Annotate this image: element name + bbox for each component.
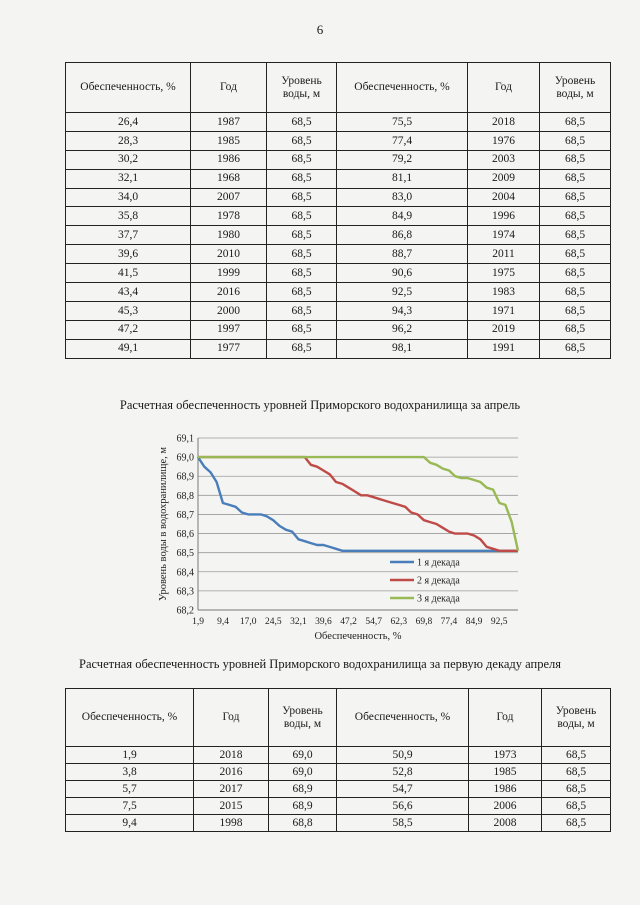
table-cell: 3,8 (66, 764, 194, 781)
x-axis-label: Обеспеченность, % (314, 631, 402, 642)
table-cell: 86,8 (337, 226, 468, 245)
table-cell: 1976 (468, 131, 540, 150)
supply-level-chart (150, 428, 530, 650)
column-header: Год (194, 689, 269, 747)
x-tick-label: 39,6 (315, 617, 332, 627)
x-tick-label: 54,7 (365, 617, 382, 627)
table-cell: 68,5 (542, 798, 611, 815)
legend-label: 3 я декада (417, 593, 460, 605)
table-cell: 35,8 (66, 207, 191, 226)
table-cell: 45,3 (66, 301, 191, 320)
column-header: Год (191, 63, 267, 113)
table-cell: 1973 (469, 747, 542, 764)
y-tick-label: 68,7 (176, 509, 194, 521)
table-cell: 79,2 (337, 150, 468, 169)
table-cell: 68,8 (269, 815, 337, 832)
table-cell: 68,5 (267, 320, 337, 339)
y-tick-label: 68,8 (176, 490, 194, 502)
table-cell: 68,5 (540, 188, 611, 207)
table-cell: 68,5 (267, 301, 337, 320)
y-tick-label: 68,5 (176, 548, 194, 560)
chart-title: Расчетная обеспеченность уровней Приморского водохранилища за апрель (119, 398, 521, 412)
table-cell: 68,5 (542, 747, 611, 764)
table-cell: 41,5 (66, 264, 191, 283)
table-cell: 37,7 (66, 226, 191, 245)
table-cell: 68,5 (540, 207, 611, 226)
table-cell: 75,5 (337, 113, 468, 132)
table-row (66, 188, 611, 207)
table-row (66, 301, 611, 320)
legend-label: 1 я декада (417, 557, 460, 569)
table-cell: 1975 (468, 264, 540, 283)
table-cell: 68,5 (267, 339, 337, 358)
x-tick-label: 47,2 (340, 617, 357, 627)
table-cell: 68,5 (542, 764, 611, 781)
series-line-1 (198, 457, 518, 551)
table-cell: 1971 (468, 301, 540, 320)
table-cell: 68,5 (540, 150, 611, 169)
table-cell: 81,1 (337, 169, 468, 188)
table-cell: 68,9 (269, 798, 337, 815)
table-cell: 39,6 (66, 245, 191, 264)
column-header: Уровень воды, м (540, 63, 611, 113)
x-tick-label: 69,8 (415, 617, 433, 627)
table-cell: 68,5 (267, 131, 337, 150)
table-cell: 77,4 (337, 131, 468, 150)
table-row (66, 320, 611, 339)
y-tick-label: 68,4 (176, 567, 194, 579)
table-cell: 7,5 (66, 798, 194, 815)
table-cell: 2018 (468, 113, 540, 132)
table-cell: 58,5 (337, 815, 469, 832)
column-header: Уровень воды, м (269, 689, 337, 747)
table-cell: 96,2 (337, 320, 468, 339)
table-header-row (66, 689, 611, 747)
table-cell: 2004 (468, 188, 540, 207)
table-cell: 84,9 (337, 207, 468, 226)
table-cell: 69,0 (269, 764, 337, 781)
column-header: Год (469, 689, 542, 747)
table-cell: 68,5 (540, 301, 611, 320)
table-row (66, 264, 611, 283)
table-cell: 68,5 (540, 283, 611, 302)
table-cell: 1977 (191, 339, 267, 358)
table-cell: 68,5 (267, 226, 337, 245)
table-cell: 1998 (194, 815, 269, 832)
table-row (66, 245, 611, 264)
table-cell: 2016 (191, 283, 267, 302)
table-cell: 68,5 (540, 264, 611, 283)
y-axis-label: Уровень воды в водохранилище, м (158, 446, 169, 602)
table-cell: 68,5 (542, 815, 611, 832)
legend-label: 2 я декада (417, 575, 460, 587)
table-cell: 2017 (194, 781, 269, 798)
table-cell: 2010 (191, 245, 267, 264)
table-cell: 68,9 (269, 781, 337, 798)
table-cell: 68,5 (267, 169, 337, 188)
table-row (66, 283, 611, 302)
table-cell: 90,6 (337, 264, 468, 283)
table-cell: 2008 (469, 815, 542, 832)
x-tick-label: 1,9 (192, 617, 204, 627)
table-cell: 68,5 (267, 188, 337, 207)
table-cell: 69,0 (269, 747, 337, 764)
table-cell: 1974 (468, 226, 540, 245)
table-row (66, 150, 611, 169)
y-tick-label: 68,2 (176, 605, 194, 617)
table-cell: 1999 (191, 264, 267, 283)
x-tick-label: 62,3 (390, 617, 408, 627)
table-cell: 92,5 (337, 283, 468, 302)
table-cell: 26,4 (66, 113, 191, 132)
table-cell: 1987 (191, 113, 267, 132)
table-cell: 1978 (191, 207, 267, 226)
column-header: Обеспеченность, % (337, 689, 469, 747)
table-cell: 2011 (468, 245, 540, 264)
table-cell: 28,3 (66, 131, 191, 150)
table-cell: 50,9 (337, 747, 469, 764)
table-cell: 43,4 (66, 283, 191, 302)
x-tick-label: 17,0 (239, 617, 257, 627)
table-cell: 34,0 (66, 188, 191, 207)
table-cell: 1991 (468, 339, 540, 358)
table-cell: 2018 (194, 747, 269, 764)
table-cell: 1986 (191, 150, 267, 169)
table-row (66, 207, 611, 226)
table-cell: 88,7 (337, 245, 468, 264)
table-cell: 2007 (191, 188, 267, 207)
table-cell: 5,7 (66, 781, 194, 798)
table-cell: 2019 (468, 320, 540, 339)
table-row (66, 798, 611, 815)
table-cell: 1997 (191, 320, 267, 339)
table-cell: 68,5 (540, 226, 611, 245)
table-cell: 2003 (468, 150, 540, 169)
table-row (66, 781, 611, 798)
x-tick-label: 84,9 (465, 617, 483, 627)
series-line-2 (198, 457, 518, 551)
table-cell: 68,5 (267, 113, 337, 132)
x-tick-label: 24,5 (264, 617, 282, 627)
table-cell: 68,5 (542, 781, 611, 798)
table-cell: 68,5 (267, 207, 337, 226)
y-tick-label: 68,3 (176, 586, 194, 598)
table-row (66, 339, 611, 358)
table-row (66, 226, 611, 245)
table-cell: 1985 (469, 764, 542, 781)
table-cell: 68,5 (267, 264, 337, 283)
supply-table-top (65, 62, 611, 359)
table-cell: 30,2 (66, 150, 191, 169)
column-header: Обеспеченность, % (66, 63, 191, 113)
column-header: Обеспеченность, % (66, 689, 194, 747)
table-row (66, 747, 611, 764)
table-cell: 32,1 (66, 169, 191, 188)
table-cell: 1,9 (66, 747, 194, 764)
x-tick-label: 77,4 (440, 617, 458, 627)
y-tick-label: 68,9 (176, 471, 194, 483)
table-cell: 68,5 (540, 320, 611, 339)
table-cell: 68,5 (540, 113, 611, 132)
table-cell: 47,2 (66, 320, 191, 339)
y-tick-label: 69,1 (176, 433, 194, 445)
table-cell: 1980 (191, 226, 267, 245)
x-tick-label: 9,4 (217, 617, 230, 627)
table-cell: 2009 (468, 169, 540, 188)
x-tick-label: 92,5 (490, 617, 508, 627)
column-header: Уровень воды, м (542, 689, 611, 747)
table-cell: 1985 (191, 131, 267, 150)
table-cell: 68,5 (267, 150, 337, 169)
table-cell: 52,8 (337, 764, 469, 781)
table-cell: 1996 (468, 207, 540, 226)
table-cell: 9,4 (66, 815, 194, 832)
series-line-3 (198, 457, 518, 551)
table-cell: 68,5 (540, 339, 611, 358)
table-row (66, 169, 611, 188)
table-cell: 94,3 (337, 301, 468, 320)
table-cell: 1986 (469, 781, 542, 798)
x-tick-label: 32,1 (290, 617, 307, 627)
table-cell: 2000 (191, 301, 267, 320)
table-cell: 68,5 (540, 169, 611, 188)
table-cell: 2015 (194, 798, 269, 815)
table-cell: 54,7 (337, 781, 469, 798)
table-bottom-title: Расчетная обеспеченность уровней Приморского водохранилища за первую декаду апреля (79, 657, 561, 671)
table-cell: 98,1 (337, 339, 468, 358)
table-cell: 68,5 (267, 283, 337, 302)
table-cell: 1968 (191, 169, 267, 188)
table-row (66, 131, 611, 150)
supply-table-bottom (65, 688, 611, 832)
table-cell: 68,5 (540, 131, 611, 150)
column-header: Уровень воды, м (267, 63, 337, 113)
table-row (66, 815, 611, 832)
y-tick-label: 69,0 (176, 452, 194, 464)
column-header: Обеспеченность, % (337, 63, 468, 113)
table-cell: 68,5 (540, 245, 611, 264)
table-cell: 2006 (469, 798, 542, 815)
table-cell: 49,1 (66, 339, 191, 358)
table-cell: 68,5 (267, 245, 337, 264)
table-cell: 2016 (194, 764, 269, 781)
table-header-row (66, 63, 611, 113)
table-row (66, 764, 611, 781)
column-header: Год (468, 63, 540, 113)
table-cell: 56,6 (337, 798, 469, 815)
y-tick-label: 68,6 (176, 529, 194, 541)
table-cell: 1983 (468, 283, 540, 302)
table-cell: 83,0 (337, 188, 468, 207)
table-row (66, 113, 611, 132)
page-number: 6 (316, 22, 324, 37)
